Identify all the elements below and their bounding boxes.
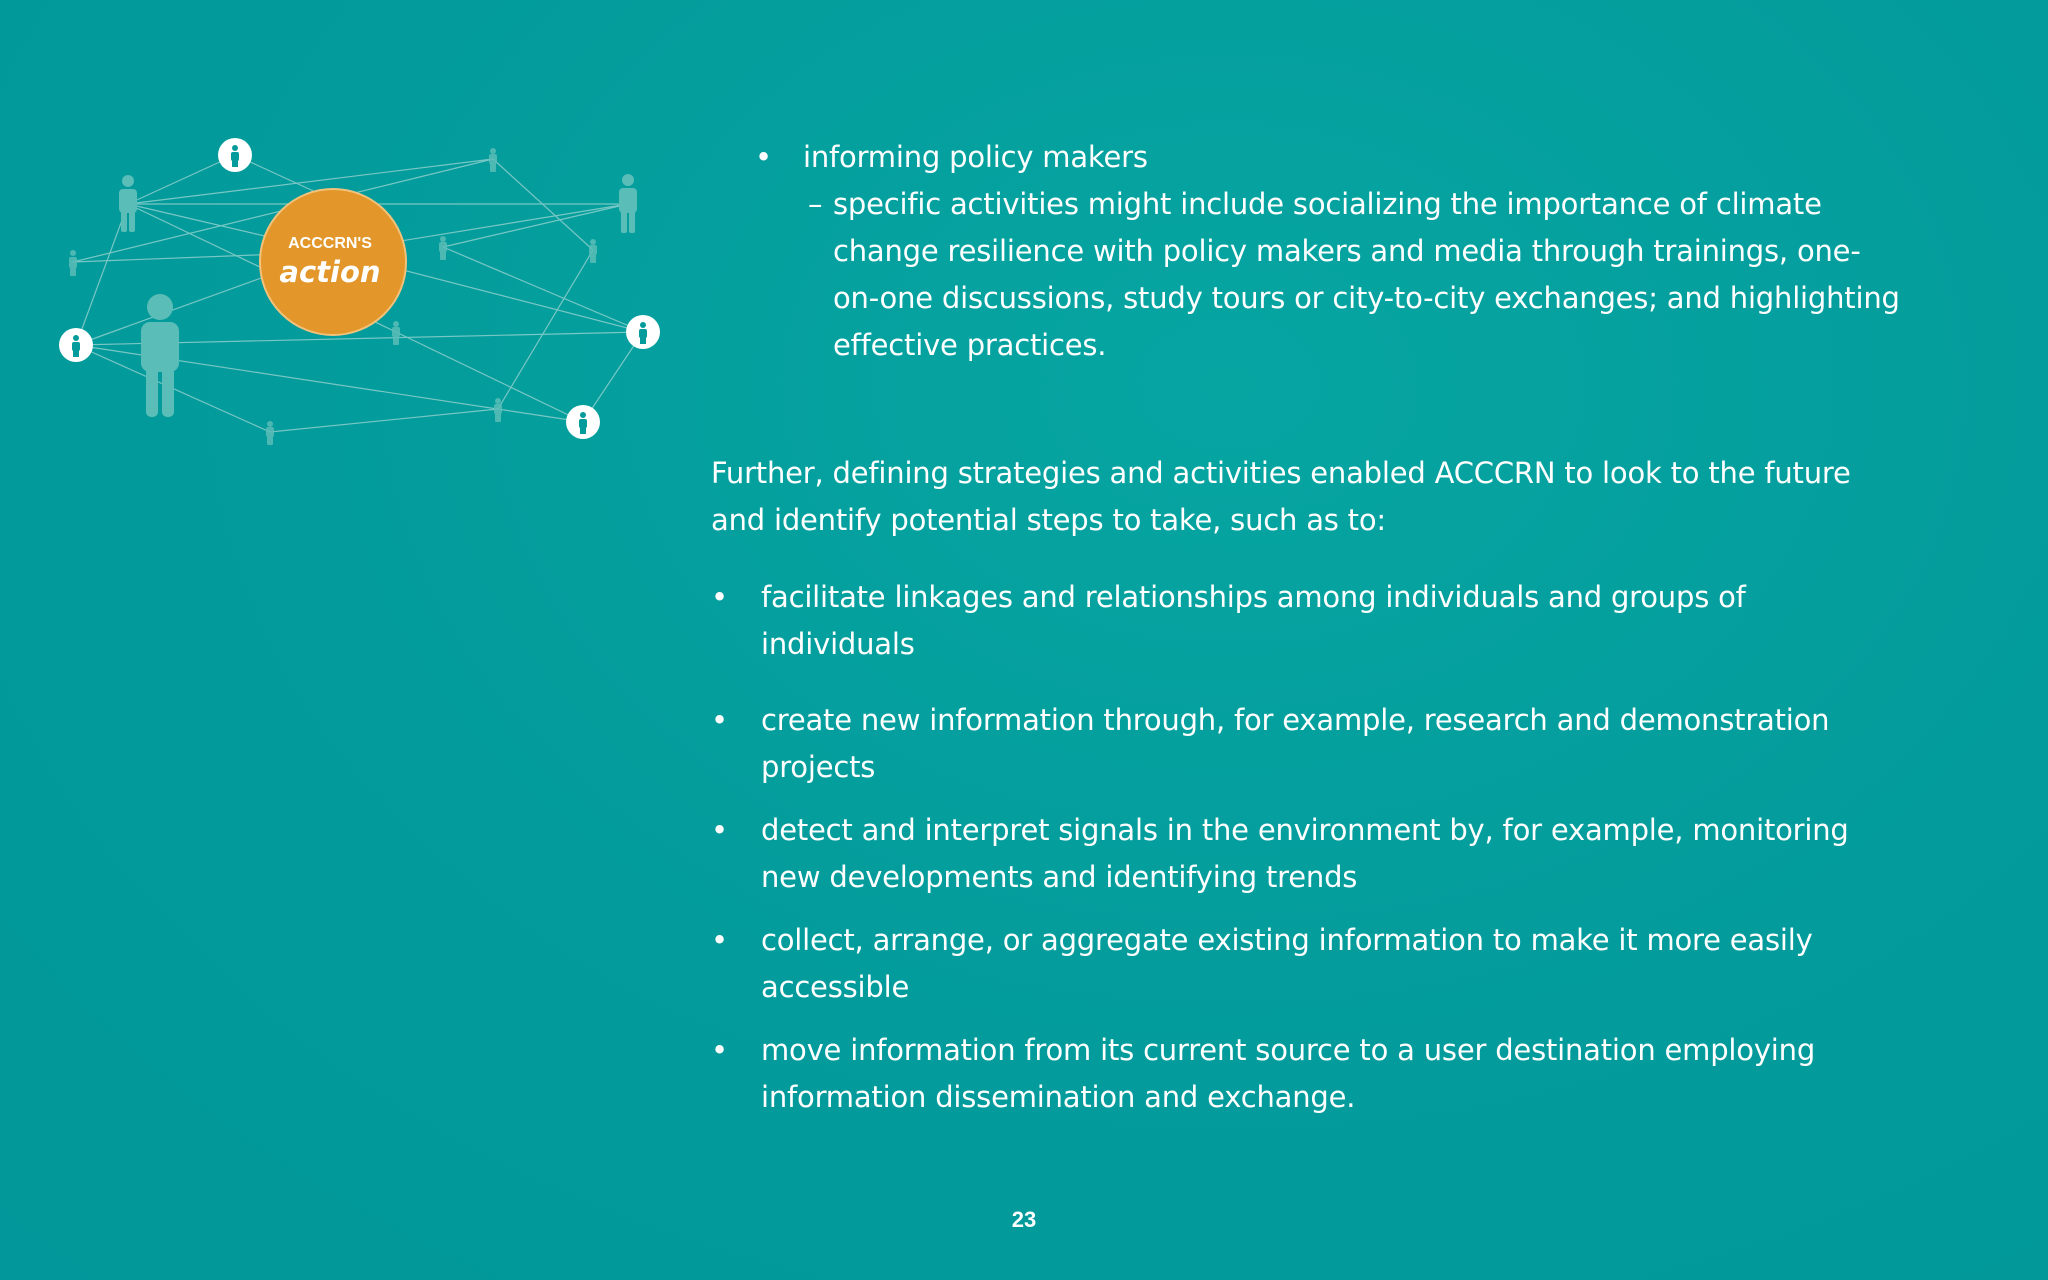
body-paragraph: Further, defining strategies and activities enabled ACCCRN to look to the future and identify potential steps to take, such as to: (711, 456, 1851, 537)
list-item-text: facilitate linkages and relationships among individuals and groups of individuals (761, 580, 1746, 661)
page-number: 23 (1011, 1207, 1037, 1232)
bullet-icon: • (711, 813, 728, 847)
bullet-icon: • (711, 1033, 728, 1067)
list-item-text: move information from its current source to a user destination employing information dissemination and exchange. (761, 1033, 1816, 1114)
sub-list-item-text: specific activities might include socializing the importance of climate change resilience with policy makers and media through trainings, one-on-one discussions, study tours or city-to-city exchanges; and highlighting effective practices. (833, 187, 1900, 362)
bullet-icon: • (711, 580, 728, 614)
badge-label-main: action (279, 255, 381, 289)
bullet-icon: • (755, 140, 772, 174)
network-illustration (48, 122, 678, 462)
list-item (711, 574, 1901, 668)
list-item (711, 134, 1901, 181)
list-item (711, 1027, 1901, 1121)
list-item (711, 697, 1901, 791)
policy-bullet-list (711, 134, 1901, 369)
sub-list-item (711, 181, 1901, 369)
list-item-text: create new information through, for example, research and demonstration projects (761, 703, 1830, 784)
list-item-text: detect and interpret signals in the environment by, for example, monitoring new developments and identifying trends (761, 813, 1849, 894)
bullet-icon: • (711, 703, 728, 737)
list-item (711, 807, 1901, 901)
list-item-text: collect, arrange, or aggregate existing information to make it more easily accessible (761, 923, 1813, 1004)
main-content (711, 134, 1901, 1137)
list-item-text: informing policy makers (803, 140, 1148, 174)
bullet-icon: • (711, 923, 728, 957)
steps-bullet-list (711, 574, 1901, 1121)
dash-icon: – (808, 187, 823, 221)
list-item (711, 917, 1901, 1011)
badge-label-top: ACCCRN'S (288, 235, 372, 252)
acccrn-action-badge (260, 189, 406, 335)
